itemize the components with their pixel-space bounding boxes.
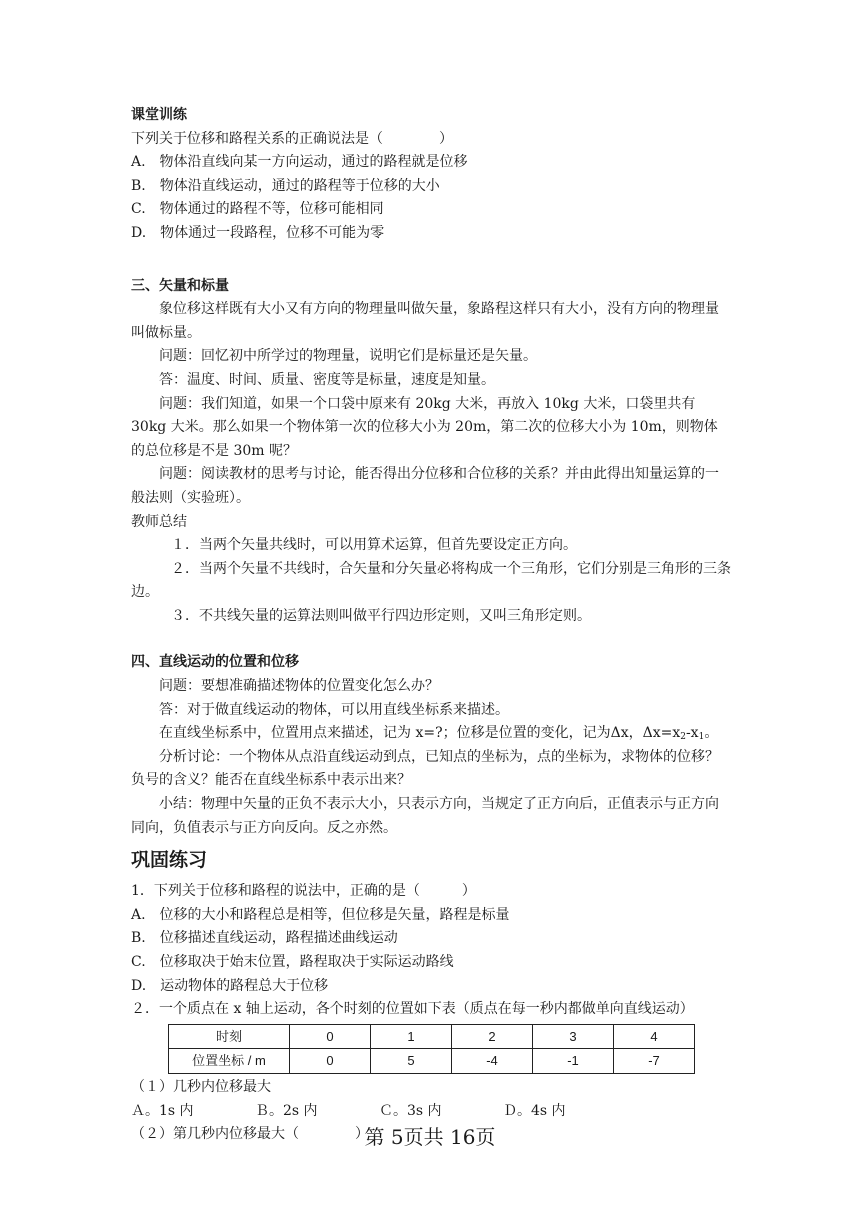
- table-cell: 0: [290, 1049, 371, 1074]
- table-cell: 时刻: [169, 1024, 290, 1049]
- table-cell: 1: [371, 1024, 452, 1049]
- page-footer: 第 5页共 16页: [364, 1125, 496, 1149]
- sub-question-1-choices: [131, 1100, 731, 1124]
- question-rice-displacement: 问题：我们知道，如果一个口袋中原来有 20kg 大米，再放入 10kg 大米，口袋里共有 30kg 大米。那么如果一个物体第一次的位移大小为 20m，第二次的位移大小为 10m，则物体的总位移是不是 30m 呢？: [131, 395, 718, 459]
- answer-describe-position: 答：对于做直线运动的物体，可以用直线坐标系来描述。: [159, 701, 509, 718]
- table-cell: 位置坐标 / m: [169, 1049, 290, 1074]
- practice-sub-question-2: （２）第几秒内位移最大（ ）: [131, 1126, 369, 1143]
- choice-a: Ａ。1s 内: [131, 1102, 194, 1119]
- section-summary: 小结：物理中矢量的正负不表示大小，只表示方向，当规定了正方向后，正值表示与正方向同向，负值表示与正方向反向。反之亦然。: [131, 796, 719, 836]
- practice-q1-option-c: C. 位移取决于始末位置，路程取决于实际运动路线: [131, 954, 454, 970]
- practice-q1-option-a: A. 位移的大小和路程总是相等，但位移是矢量，路程是标量: [131, 906, 510, 923]
- choice-d: Ｄ。4s 内: [503, 1102, 566, 1119]
- training-question: 下列关于位移和路程关系的正确说法是（ ）: [131, 130, 453, 147]
- spacer: [131, 246, 731, 269]
- vector-rule-3: ３．不共线矢量的运算法则叫做平行四边形定则，又叫三角形定则。: [171, 607, 591, 624]
- question-describe-position: 问题：要想准确描述物体的位置变化怎么办？: [159, 678, 439, 695]
- table-cell: -4: [452, 1049, 533, 1074]
- question-vector-operation: 问题：阅读教材的思考与讨论，能否得出分位移和合位移的关系？并由此得出知量运算的一般法则（实验班）。: [131, 466, 719, 506]
- table-cell: 3: [533, 1024, 614, 1049]
- table-cell: 2: [452, 1024, 533, 1049]
- coordinate-system-description: 在直线坐标系中，位置用点来描述，记为 x=?；位移是位置的变化，记为Δx，$\Delta x=x_2-x_1$。: [159, 725, 719, 743]
- choice-b: Ｂ。2s 内: [255, 1102, 318, 1119]
- spacer: [131, 628, 731, 651]
- section-title-linear-motion: 四、直线运动的位置和位移: [131, 654, 299, 671]
- training-option-d: D. 物体通过一段路程，位移不可能为零: [131, 224, 385, 241]
- choice-c: Ｃ。3s 内: [379, 1102, 442, 1119]
- practice-question-1: 1．下列关于位移和路程的说法中，正确的是（ ）: [131, 883, 476, 900]
- vector-scalar-definition: 象位移这样既有大小又有方向的物理量叫做矢量，象路程这样只有大小，没有方向的物理量叫做标量。: [131, 301, 719, 341]
- practice-q1-option-b: B. 位移描述直线运动，路程描述曲线运动: [131, 930, 398, 947]
- table-cell: 5: [371, 1049, 452, 1074]
- position-table: [168, 1024, 695, 1074]
- training-option-a: A. 物体沿直线向某一方向运动，通过的路程就是位移: [131, 154, 468, 171]
- practice-q1-option-d: D. 运动物体的路程总大于位移: [131, 977, 329, 994]
- table-row: [169, 1024, 695, 1049]
- teacher-summary-title: 教师总结: [131, 513, 187, 530]
- table-cell: -7: [614, 1049, 695, 1074]
- vector-rule-2: ２．当两个矢量不共线时，合矢量和分矢量必将构成一个三角形，它们分别是三角形的三条边。: [131, 560, 731, 601]
- section-title-vector-scalar: 三、矢量和标量: [131, 277, 229, 294]
- practice-title: 巩固练习: [131, 849, 208, 872]
- table-cell: -1: [533, 1049, 614, 1074]
- analysis-discussion: 分析讨论：一个物体从点沿直线运动到点，已知点的坐标为，点的坐标为，求物体的位移？负号的含义？能否在直线坐标系中表示出来？: [131, 748, 719, 789]
- answer-recall-quantities: 答：温度、时间、质量、密度等是标量，速度是知量。: [159, 371, 495, 388]
- practice-question-2: ２．一个质点在 x 轴上运动，各个时刻的位置如下表（质点在每一秒内都做单向直线运动）: [131, 1001, 694, 1018]
- page-content: [131, 104, 731, 1147]
- training-option-c: C. 物体通过的路程不等，位移可能相同: [131, 201, 384, 218]
- table-row: [169, 1049, 695, 1074]
- table-cell: 4: [614, 1024, 695, 1049]
- training-option-b: B. 物体沿直线运动，通过的路程等于位移的大小: [131, 177, 440, 194]
- table-cell: 0: [290, 1024, 371, 1049]
- practice-sub-question-1: （１）几秒内位移最大: [131, 1078, 271, 1095]
- question-recall-quantities: 问题：回忆初中所学过的物理量，说明它们是标量还是矢量。: [159, 348, 537, 365]
- vector-rule-1: １．当两个矢量共线时，可以用算术运算，但首先要设定正方向。: [171, 537, 577, 554]
- section-title-training: 课堂训练: [131, 107, 187, 123]
